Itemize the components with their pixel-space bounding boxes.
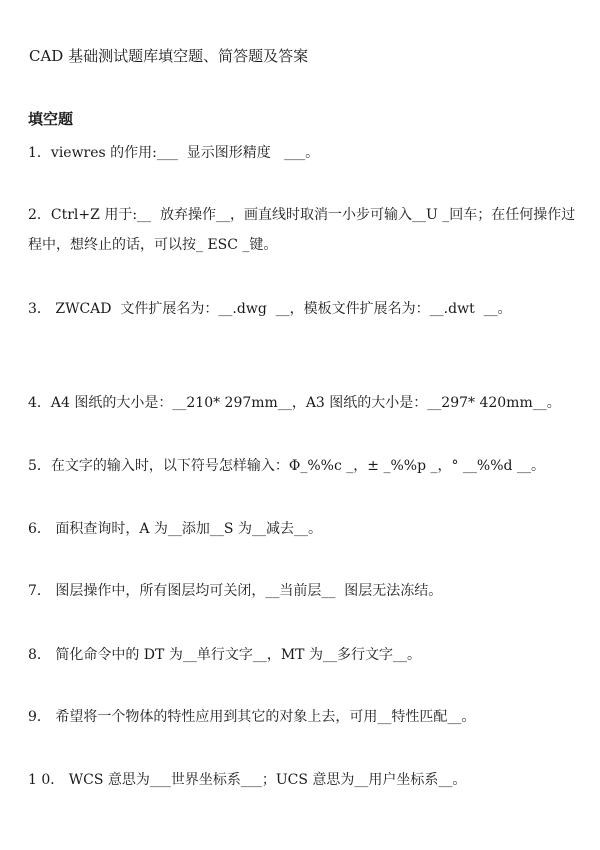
question-9: 9． 希望将一个物体的特性应用到其它的对象上去，可用__特性匹配__。 [28,709,476,725]
document-title: CAD 基础测试题库填空题、简答题及答案 [29,47,309,65]
question-7: 7． 图层操作中，所有图层均可关闭，__当前层__ 图层无法冻结。 [28,583,443,599]
question-1: 1．viewres 的作用:___ 显示图形精度 ___。 [28,145,320,161]
section-heading-fill-in: 填空题 [28,110,74,128]
question-2: 2．Ctrl+Z 用于:__ 放弃操作__，画直线时取消一小步可输入__U _回车；在任何操作过程中，想终止的话，可以按_ ESC _键。 [28,207,576,253]
question-3: 3． ZWCAD 文件扩展名为：__.dwg __，模板文件扩展名为：__.dwt __。 [28,301,512,317]
question-8: 8． 简化命令中的 DT 为__单行文字__，MT 为__多行文字__。 [28,647,421,663]
question-5: 5．在文字的输入时，以下符号怎样输入：Φ_%%c _，± _%%p _，° __%%d __。 [28,458,545,474]
question-6: 6． 面积查询时，A 为__添加__S 为__减去__。 [28,521,322,537]
question-4: 4．A4 图纸的大小是：__210* 297mm__，A3 图纸的大小是：__297* 420mm__。 [28,395,561,411]
question-10: 1 0． WCS 意思为___世界坐标系___；UCS 意思为__用户坐标系__。 [28,772,467,788]
